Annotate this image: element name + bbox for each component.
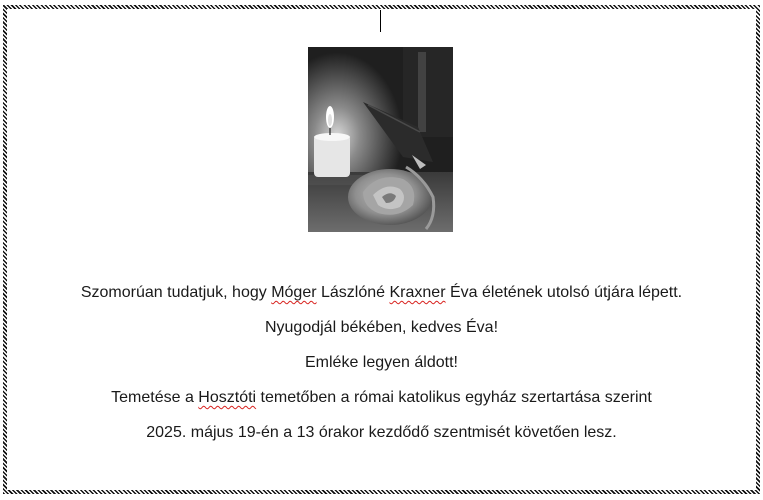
funeral-date-line: 2025. május 19-én a 13 órakor kezdődő szentmisét követően lesz. [146, 424, 617, 441]
announcement-text-2: Lászlóné [316, 284, 390, 301]
text-cursor [380, 10, 381, 32]
misspelled-word-hosztoti[interactable]: Hosztóti [198, 389, 257, 406]
misspelled-word-kraxner[interactable]: Kraxner [389, 284, 446, 301]
announcement-text-3: Éva életének utolsó útjára lépett. [445, 284, 683, 301]
obituary-text [0, 283, 763, 458]
blessing-line: Emléke legyen áldott! [305, 354, 458, 371]
funeral-place-text-1: Temetése a [111, 389, 199, 406]
farewell-line: Nyugodjál békében, kedves Éva! [264, 319, 499, 336]
memorial-candle-rose-photo [308, 47, 453, 232]
announcement-line [0, 283, 763, 303]
funeral-place-line [0, 388, 763, 408]
funeral-place-text-2: temetőben a római katolikus egyház szertartása szerint [256, 389, 652, 406]
announcement-text-1: Szomorúan tudatjuk, hogy [80, 284, 272, 301]
misspelled-word-moger[interactable]: Móger [271, 284, 317, 301]
